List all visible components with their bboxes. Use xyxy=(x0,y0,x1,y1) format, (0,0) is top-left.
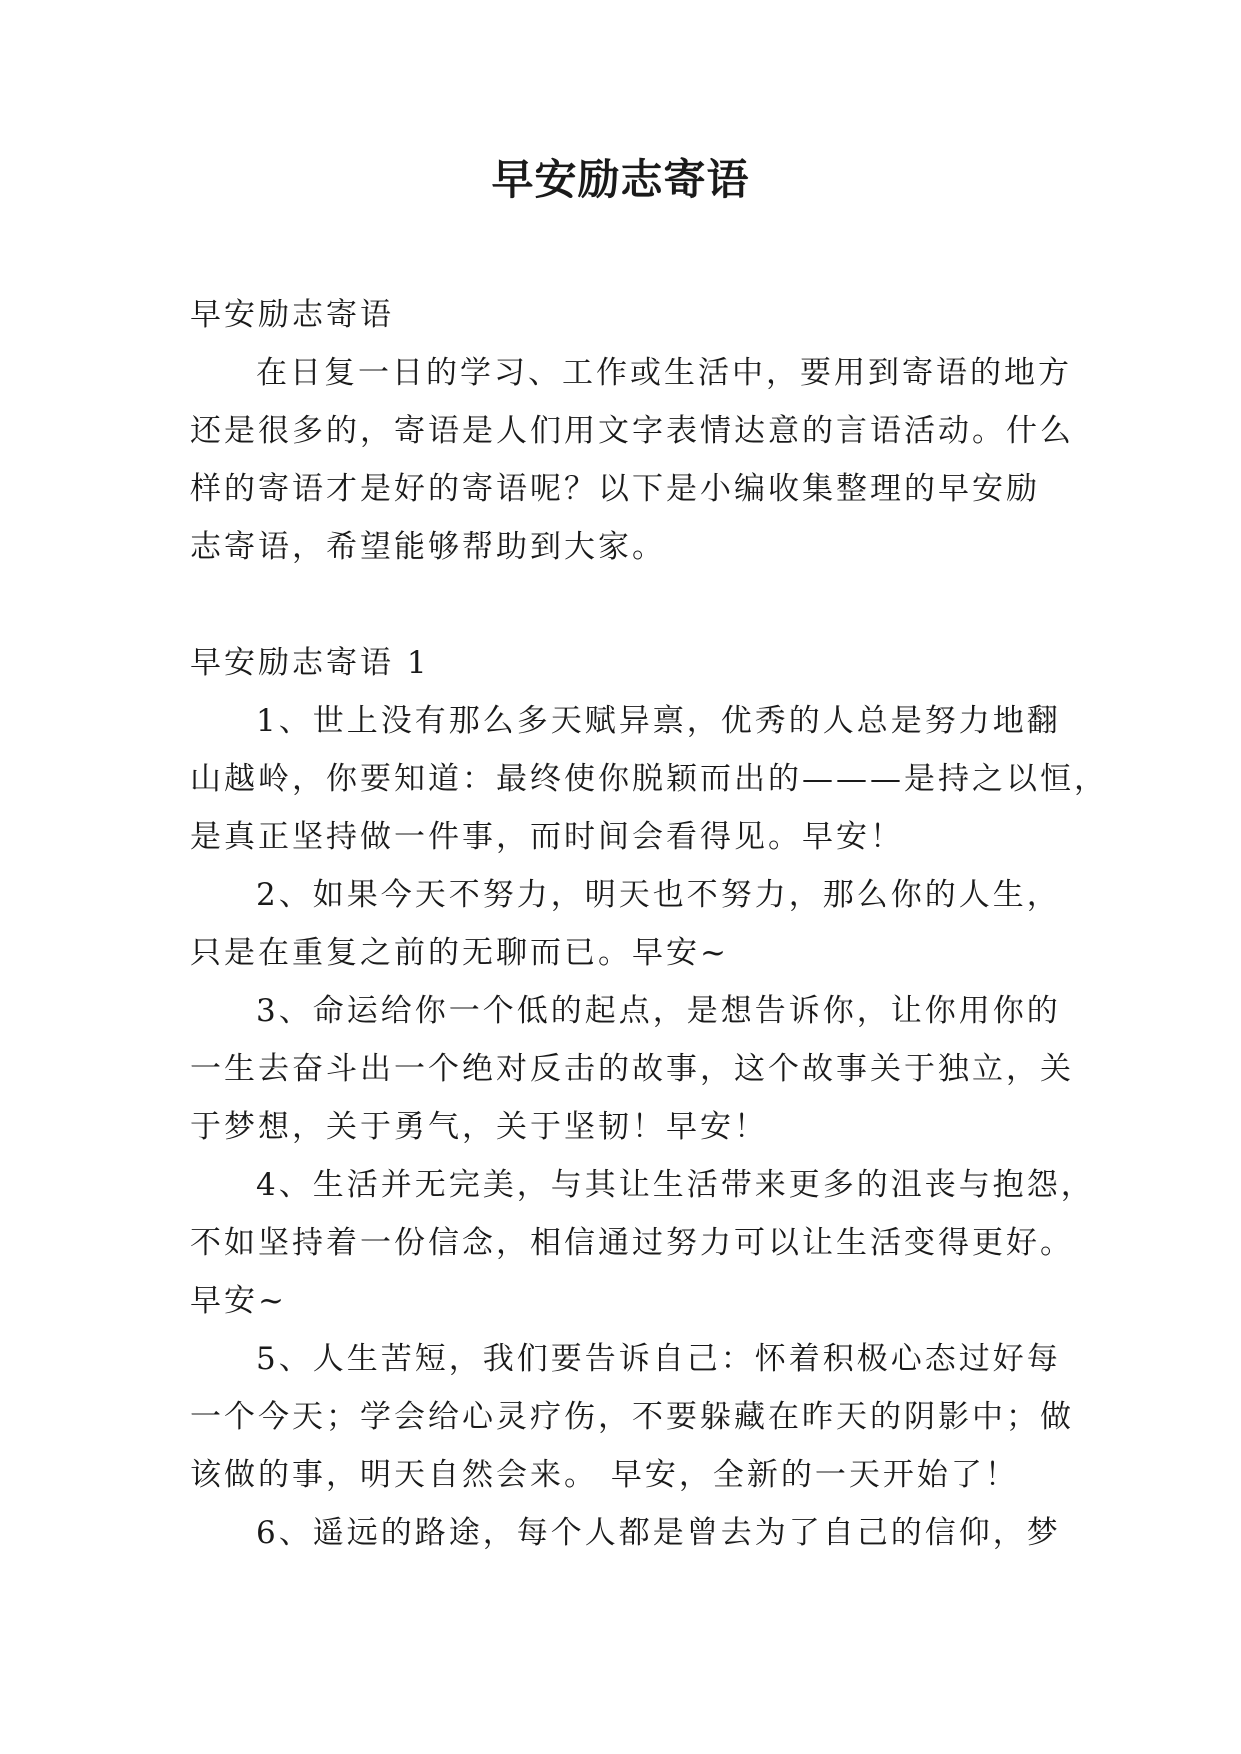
intro-heading: 早安励志寄语 xyxy=(190,297,394,333)
page-title: 早安励志寄语 xyxy=(491,155,750,204)
intro-paragraph-line: 还是很多的，寄语是人们用文字表情达意的言语活动。什么 xyxy=(190,413,1074,449)
item-6-line: 6、遥远的路途，每个人都是曾去为了自己的信仰，梦 xyxy=(256,1515,1061,1551)
item-4-line: 不如坚持着一份信念，相信通过努力可以让生活变得更好。 xyxy=(190,1225,1074,1261)
item-3-line: 3、命运给你一个低的起点，是想告诉你，让你用你的 xyxy=(256,993,1061,1029)
intro-paragraph-line: 志寄语，希望能够帮助到大家。 xyxy=(190,529,666,565)
section-spacer xyxy=(190,576,1065,634)
section-heading: 早安励志寄语 1 xyxy=(190,645,430,681)
intro-paragraph-line: 在日复一日的学习、工作或生活中，要用到寄语的地方 xyxy=(256,355,1072,391)
item-1-line: 是真正坚持做一件事，而时间会看得见。早安！ xyxy=(190,819,904,855)
item-4-line: 早安~ xyxy=(190,1283,287,1319)
item-5-line: 5、人生苦短，我们要告诉自己：怀着积极心态过好每 xyxy=(256,1341,1061,1377)
item-5-line: 该做的事，明天自然会来。 早安，全新的一天开始了！ xyxy=(190,1457,1019,1493)
intro-paragraph-line: 样的寄语才是好的寄语呢？以下是小编收集整理的早安励 xyxy=(190,471,1040,507)
item-2-line: 2、如果今天不努力，明天也不努力，那么你的人生， xyxy=(256,877,1061,913)
item-4-line: 4、生活并无完美，与其让生活带来更多的沮丧与抱怨， xyxy=(256,1167,1095,1203)
item-3-line: 一生去奋斗出一个绝对反击的故事，这个故事关于独立，关 xyxy=(190,1051,1074,1087)
item-1-line: 山越岭，你要知道：最终使你脱颖而出的———是持之以恒， xyxy=(190,761,1108,797)
item-3-line: 于梦想，关于勇气，关于坚韧！早安！ xyxy=(190,1109,768,1145)
item-1-line: 1、世上没有那么多天赋异禀，优秀的人总是努力地翻 xyxy=(256,703,1061,739)
document-body xyxy=(190,286,1108,1562)
item-2-line: 只是在重复之前的无聊而已。早安~ xyxy=(190,935,729,971)
item-5-line: 一个今天；学会给心灵疗伤，不要躲藏在昨天的阴影中；做 xyxy=(190,1399,1074,1435)
